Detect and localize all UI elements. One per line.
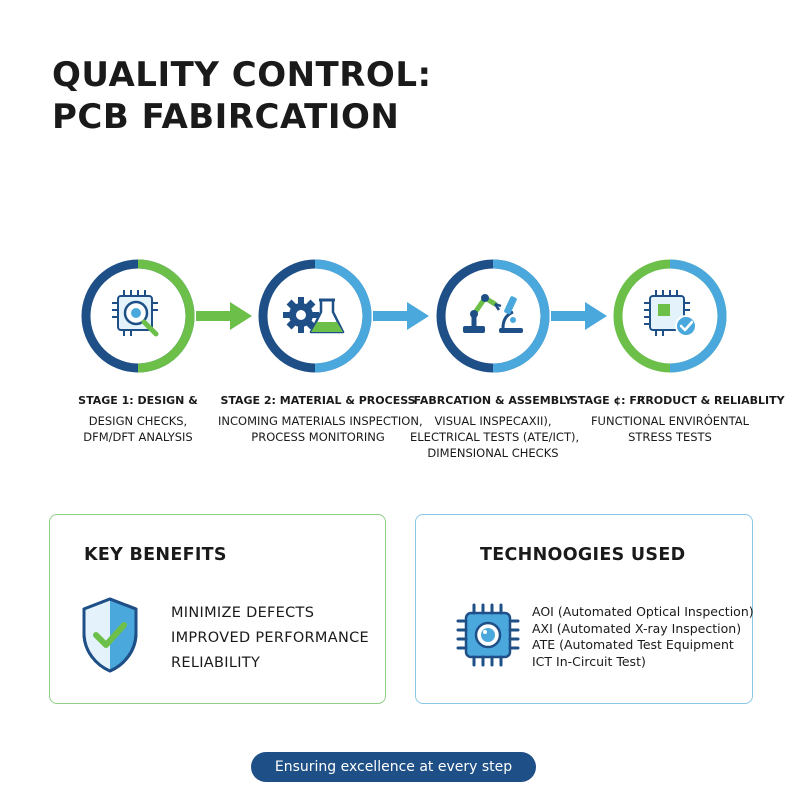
technologies-list	[532, 604, 754, 670]
footer-banner: Ensuring excellence at every step	[251, 752, 536, 782]
list-item: RELIABILITY	[171, 655, 261, 671]
stage-3-ring	[433, 256, 553, 376]
technologies-title: TECHNOOGIES USED	[480, 545, 686, 565]
stage-3-text	[410, 393, 580, 461]
page-title	[52, 54, 432, 138]
stage-2-title: STAGE 2: MATERIAL & PROCESS	[220, 394, 416, 407]
stage-4-line-1: FUNCTIONAL ENVIRÓENTAL	[590, 414, 750, 428]
key-benefits-card	[49, 514, 386, 704]
robot-arm-microscope-icon	[433, 256, 553, 376]
stage-2-line-2: PROCESS MONITORING	[251, 430, 385, 444]
stage-3-line-3: DIMENSIONAL CHECKS	[427, 446, 559, 460]
stage-2-ring	[255, 256, 375, 376]
stage-4-ring	[610, 256, 730, 376]
stage-1-line-2: DFM/DFT ANALYSIS	[83, 430, 193, 444]
stage-2-text	[218, 393, 423, 445]
list-item: AXI (Automated X-ray Inspection)	[532, 620, 742, 636]
chip-lens-icon	[454, 601, 522, 669]
list-item: MINIMIZE DEFECTS	[171, 605, 315, 621]
arrow-right-icon	[551, 300, 609, 332]
benefits-list	[171, 601, 369, 676]
list-item: IMPROVED PERFORMANCE	[171, 630, 369, 646]
list-item: ATE (Automated Test Equipment	[532, 637, 734, 652]
stage-1-text	[58, 393, 218, 445]
stage-3-line-2: ELECTRICAL TESTS (ATE/ICT),	[410, 430, 580, 444]
list-item: ICT In-Circuit Test)	[532, 653, 646, 669]
stage-3-title: FABRCATION & ASSEMBLY	[413, 394, 573, 407]
shield-check-icon	[78, 595, 142, 675]
stage-1-title: STAGE 1: DESIGN &	[78, 394, 198, 407]
stage-4-title: STAGE ¢: FR̸RODUCT & RELIABLITY	[570, 394, 785, 407]
stage-2-line-1: INCOMING MATERIALS INSPECTION,	[218, 414, 423, 428]
chip-check-icon	[610, 256, 730, 376]
list-item: AOI (Automated Optical Inspection)	[532, 604, 754, 619]
technologies-card	[415, 514, 753, 704]
magnifier-chip-icon	[78, 256, 198, 376]
stage-4-text	[570, 393, 785, 445]
stage-3-line-1: VISUAL INSPECAXII),	[434, 414, 552, 428]
title-line-1: QUALITY CONTROL:	[52, 55, 432, 95]
gear-flask-icon	[255, 256, 375, 376]
arrow-right-icon	[373, 300, 431, 332]
arrow-right-icon	[196, 300, 254, 332]
title-line-2: PCB FABIRCATION	[52, 97, 400, 137]
stage-1-line-1: DESIGN CHECKS,	[88, 414, 188, 428]
stage-1-ring	[78, 256, 198, 376]
stage-4-line-2: STRESS TESTS	[628, 430, 712, 444]
key-benefits-title: KEY BENEFITS	[84, 545, 227, 565]
